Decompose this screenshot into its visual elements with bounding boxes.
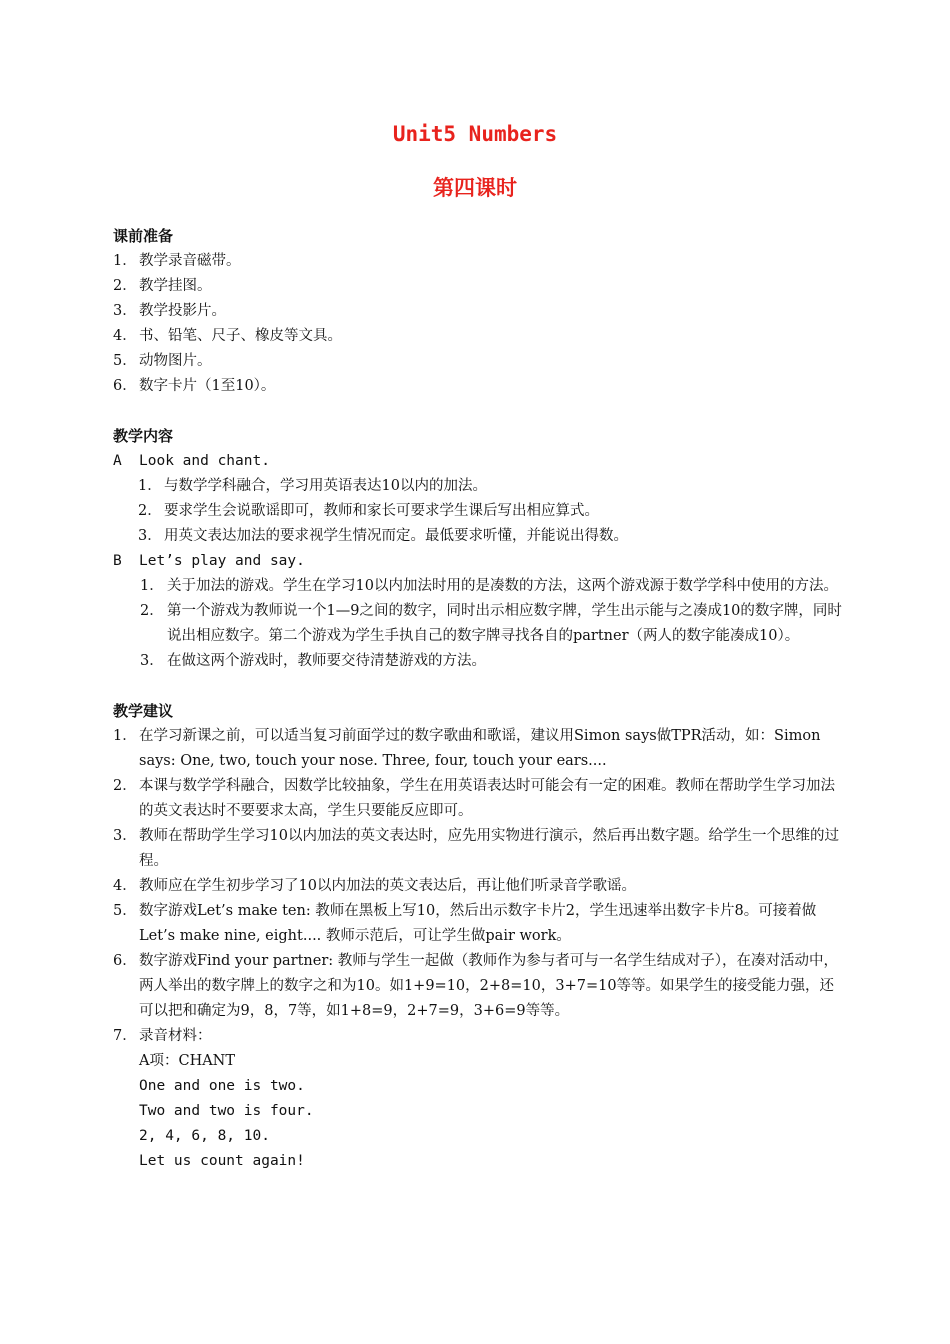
list-number: 2．: [113, 778, 137, 794]
list-number: 1．: [113, 728, 137, 744]
list-text: 与数学学科融合，学习用英语表达10以内的加法。: [164, 478, 487, 494]
chant-line: Let us count again!: [139, 1153, 305, 1169]
part-a-label: A Look and chant.: [113, 453, 270, 469]
list-number: 4．: [113, 328, 137, 344]
title-chinese: 第四课时: [433, 176, 517, 200]
list-text: 教学录音磁带。: [139, 253, 241, 269]
list-item: [140, 649, 843, 674]
list-number: 5．: [113, 903, 137, 919]
list-text: 本课与数学学科融合，因数学比较抽象，学生在用英语表达时可能会有一定的困难。教师在帮助学生学习加法的英文表达时不要要求太高，学生只要能反应即可。: [139, 778, 835, 819]
list-text: 在做这两个游戏时，教师要交待清楚游戏的方法。: [167, 653, 486, 669]
list-text: 用英文表达加法的要求视学生情况而定。最低要求听懂，并能说出得数。: [164, 528, 628, 544]
list-number: 1．: [138, 478, 162, 494]
list-item: [113, 874, 843, 899]
list-number: 1．: [113, 253, 137, 269]
list-item: [113, 374, 843, 399]
list-text: 数字卡片（1至10）。: [139, 378, 276, 394]
part-b-label: B Let’s play and say.: [113, 553, 305, 569]
list-item: [113, 274, 843, 299]
list-number: 1．: [140, 578, 164, 594]
list-item: [113, 949, 843, 1024]
list-number: 6．: [113, 378, 137, 394]
list-item: [113, 299, 843, 324]
list-item: [113, 1024, 843, 1049]
list-number: 2．: [140, 603, 164, 619]
section-heading-suggestions: 教学建议: [113, 702, 174, 720]
list-item: [113, 324, 843, 349]
list-item: [113, 824, 843, 874]
list-number: 7．: [113, 1028, 137, 1044]
list-text: 要求学生会说歌谣即可，教师和家长可要求学生课后写出相应算式。: [164, 503, 599, 519]
preparation-list: [113, 249, 843, 399]
list-item: [138, 474, 843, 499]
list-item: [113, 724, 843, 774]
part-a-list: [138, 474, 843, 549]
section-heading-preparation: 课前准备: [113, 227, 174, 245]
title-english: Unit5 Numbers: [392, 122, 558, 146]
list-number: 2．: [138, 503, 162, 519]
list-text: 数字游戏Let’s make ten: 教师在黑板上写10，然后出示数字卡片2，学生迅速举出数字卡片8。可接着做Let’s make nine, eight.... 教师示范后，可让学生做pair work。: [139, 903, 817, 944]
list-number: 6．: [113, 953, 137, 969]
document-body: [113, 224, 843, 1174]
list-text: 关于加法的游戏。学生在学习10以内加法时用的是凑数的方法，这两个游戏源于数学学科中使用的方法。: [167, 578, 838, 594]
list-number: 5．: [113, 353, 137, 369]
list-number: 3．: [113, 303, 137, 319]
list-item: [138, 499, 843, 524]
list-item: [113, 899, 843, 949]
section-heading-content: 教学内容: [113, 427, 174, 445]
list-text: 教师在帮助学生学习10以内加法的英文表达时，应先用实物进行演示，然后再出数字题。给学生一个思维的过程。: [139, 828, 839, 869]
list-text: 数字游戏Find your partner: 教师与学生一起做（教师作为参与者可与一名学生结成对子），在凑对活动中，两人举出的数字牌上的数字之和为10。如1+9=10，2+8=10，3+7=10等等。如果学生的接受能力强，还可以把和确定为9，8，7等，如1+8=9，2+7=9，3+6=9等等。: [139, 953, 839, 1019]
chant-line: Two and two is four.: [139, 1103, 314, 1119]
list-number: 3．: [138, 528, 162, 544]
list-number: 3．: [113, 828, 137, 844]
list-item: [113, 349, 843, 374]
recording-label: A项：CHANT: [139, 1053, 236, 1069]
list-text: 录音材料：: [139, 1028, 212, 1044]
list-number: 3．: [140, 653, 164, 669]
list-text: 动物图片。: [139, 353, 212, 369]
list-item: [140, 574, 843, 599]
list-item: [140, 599, 843, 649]
suggestions-list: [113, 724, 843, 1049]
list-text: 第一个游戏为教师说一个1—9之间的数字，同时出示相应数字牌，学生出示能与之凑成10的数字牌，同时说出相应数字。第二个游戏为学生手执自己的数字牌寻找各自的partner（两人的数字能凑成10）。: [167, 603, 842, 644]
list-number: 2．: [113, 278, 137, 294]
list-item: [113, 774, 843, 824]
list-item: [138, 524, 843, 549]
list-item: [113, 249, 843, 274]
list-text: 教学挂图。: [139, 278, 212, 294]
list-text: 教学投影片。: [139, 303, 226, 319]
chant-line: 2, 4, 6, 8, 10.: [139, 1128, 270, 1144]
chant-line: One and one is two.: [139, 1078, 305, 1094]
recording-material: [139, 1049, 843, 1174]
list-number: 4．: [113, 878, 137, 894]
part-b-list: [140, 574, 843, 674]
list-text: 书、铅笔、尺子、橡皮等文具。: [139, 328, 342, 344]
list-text: 教师应在学生初步学习了10以内加法的英文表达后，再让他们听录音学歌谣。: [139, 878, 636, 894]
list-text: 在学习新课之前，可以适当复习前面学过的数字歌曲和歌谣，建议用Simon says做TPR活动，如：Simon says: One, two, touch your nose. Three, four, touch your ears....: [139, 728, 821, 769]
